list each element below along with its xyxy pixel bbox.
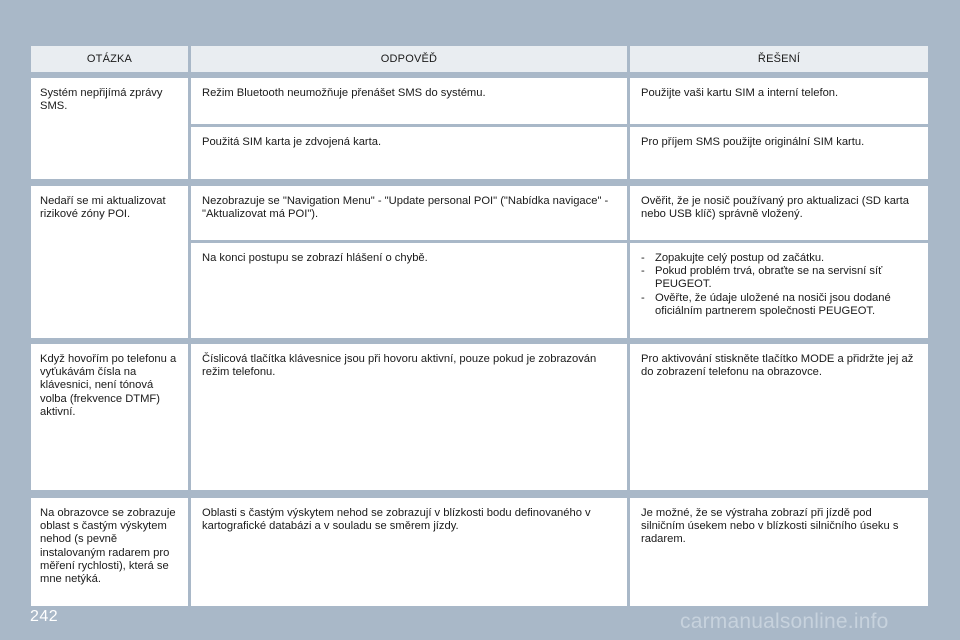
answer-text: Režim Bluetooth neumožňuje přenášet SMS do systému.: [202, 87, 486, 99]
solution-cell: [630, 498, 928, 606]
answer-text: Na konci postupu se zobrazí hlášení o chybě.: [202, 252, 428, 264]
question-cell: [31, 186, 188, 338]
solution-cell: [630, 344, 928, 490]
answer-text: Nezobrazuje se "Navigation Menu" - "Update personal POI" ("Nabídka navigace" - "Aktualizovat má POI").: [202, 195, 609, 221]
solution-cell: [630, 78, 928, 124]
solution-cell: [630, 127, 928, 179]
column-header-solution: ŘEŠENÍ: [630, 46, 928, 72]
solution-list-item: - Zopakujte celý postup od začátku.: [641, 252, 918, 265]
question-text: Když hovořím po telefonu a vyťukávám čísla na klávesnici, není tónová volba (frekvence DTMF) aktivní.: [40, 353, 177, 418]
question-text: Na obrazovce se zobrazuje oblast s častým výskytem nehod (s pevně instalovaným radarem pro měření rychlosti), která se mne netýká.: [40, 507, 176, 586]
answer-cell: [191, 344, 627, 490]
solution-list: [641, 252, 918, 318]
solution-text: Pro aktivování stiskněte tlačítko MODE a přidržte jej až do zobrazení telefonu na obrazovce.: [641, 353, 914, 379]
question-cell: [31, 78, 188, 179]
answer-cell: [191, 243, 627, 338]
answer-text: Použitá SIM karta je zdvojená karta.: [202, 136, 382, 148]
answer-text: Oblasti s častým výskytem nehod se zobrazují v blízkosti bodu definovaného v kartografické databázi a v souladu se směrem jízdy.: [202, 507, 591, 533]
solution-list-item: - Ověřte, že údaje uložené na nosiči jsou dodané oficiálním partnerem společnosti PEUGEOT.: [641, 292, 918, 318]
solution-cell: [630, 243, 928, 338]
solution-text: Pro příjem SMS použijte originální SIM kartu.: [641, 136, 865, 148]
page-number: 242: [30, 608, 59, 625]
answer-cell: [191, 78, 627, 124]
answer-text: Číslicová tlačítka klávesnice jsou při hovoru aktivní, pouze pokud je zobrazován režim telefonu.: [202, 353, 597, 379]
answer-cell: [191, 186, 627, 240]
solution-text: Je možné, že se výstraha zobrazí při jízdě pod silničním úsekem nebo v blízkosti silničního úseku s radarem.: [641, 507, 899, 546]
column-header-question: OTÁZKA: [31, 46, 188, 72]
solution-text: Použijte vaši kartu SIM a interní telefon.: [641, 87, 839, 99]
question-cell: [31, 344, 188, 490]
question-cell: [31, 498, 188, 606]
answer-cell: [191, 498, 627, 606]
solution-text: Ověřit, že je nosič používaný pro aktualizaci (SD karta nebo USB klíč) správně vložený.: [641, 195, 909, 221]
solution-list-item: - Pokud problém trvá, obraťte se na servisní síť PEUGEOT.: [641, 265, 918, 291]
watermark: carmanualsonline.info: [680, 610, 889, 633]
solution-cell: [630, 186, 928, 240]
question-text: Systém nepřijímá zprávy SMS.: [40, 87, 163, 113]
question-text: Nedaří se mi aktualizovat rizikové zóny POI.: [40, 195, 166, 221]
column-header-answer: ODPOVĚĎ: [191, 46, 627, 72]
answer-cell: [191, 127, 627, 179]
